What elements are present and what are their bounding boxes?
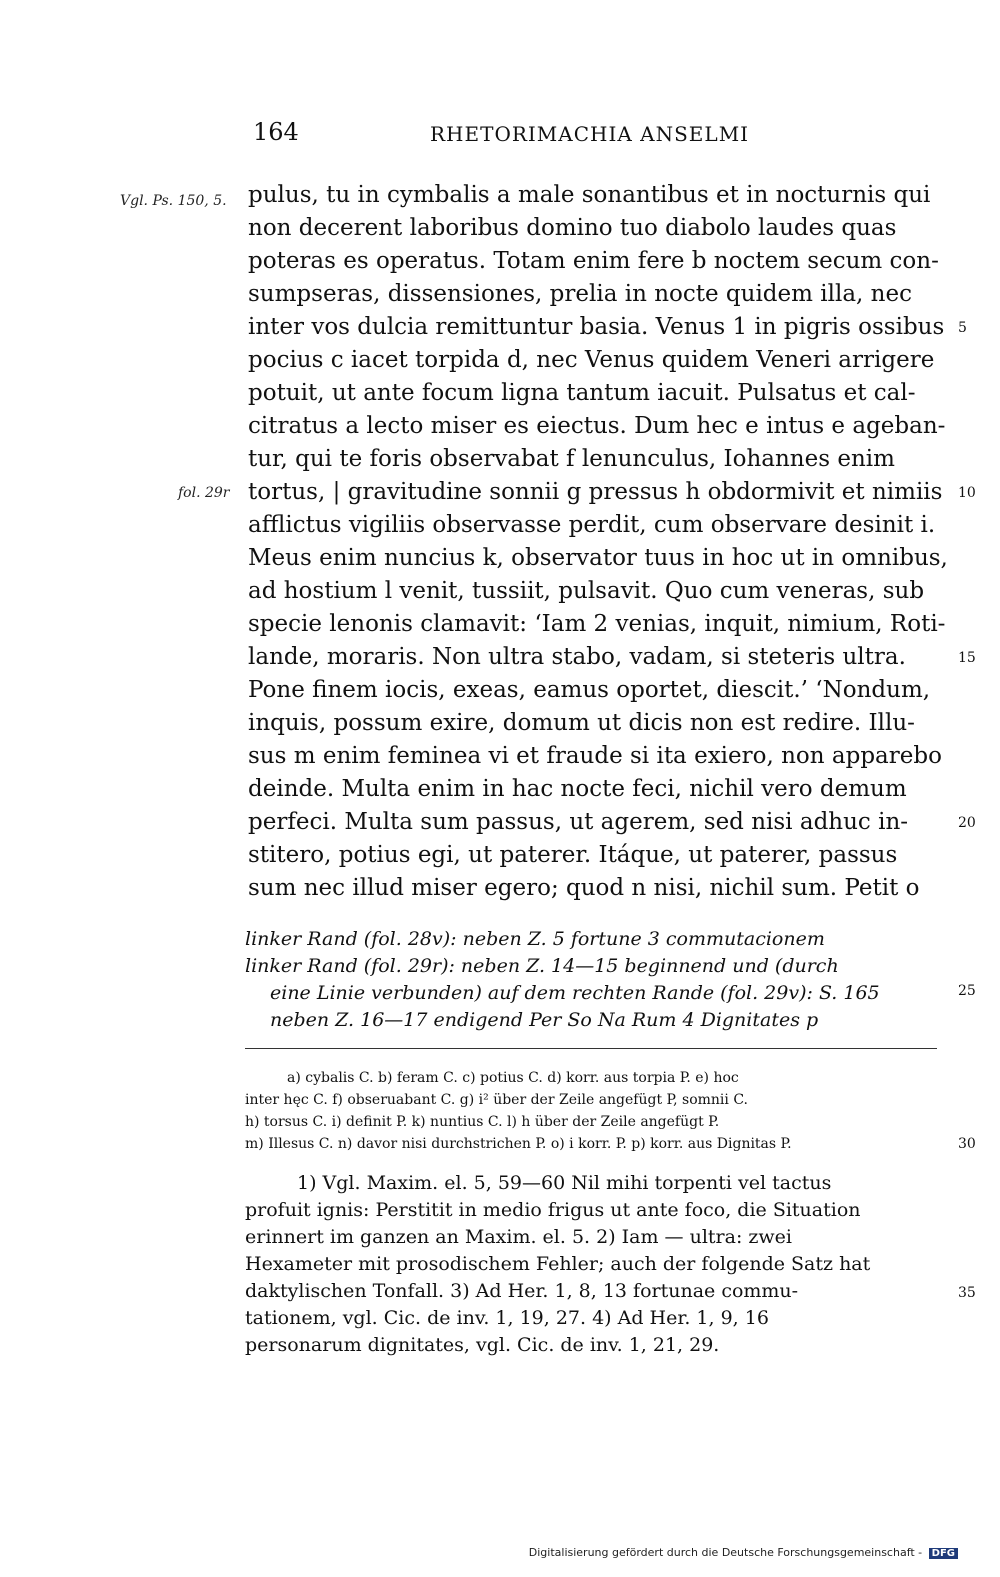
text-line: pulus, tu in cymbalis a male sonantibus et in nocturnis qui xyxy=(248,182,931,208)
text-line: sus m enim feminea vi et fraude si ita exiero, non apparebo xyxy=(248,743,942,769)
line-number: 20 xyxy=(958,815,976,831)
line-number: 5 xyxy=(958,320,967,336)
margin-note-folio: fol. 29r xyxy=(178,485,230,501)
variant-line: h) torsus C. i) definit P. k) nuntius C. l) h über der Zeile angefügt P. xyxy=(245,1114,720,1130)
credit-text: Digitalisierung gefördert durch die Deutsche Forschungsgemeinschaft - xyxy=(528,1546,923,1559)
dfg-logo-icon: DFG xyxy=(929,1548,958,1559)
text-line: deinde. Multa enim in hac nocte feci, nichil vero demum xyxy=(248,776,907,802)
text-line: citratus a lecto miser es eiectus. Dum hec e intus e ageban- xyxy=(248,413,946,439)
text-line: perfeci. Multa sum passus, ut agerem, sed nisi adhuc in- xyxy=(248,809,909,835)
line-number: 15 xyxy=(958,650,976,666)
apparatus-line: linker Rand (fol. 28v): neben Z. 5 fortune 3 commutacionem xyxy=(245,928,825,950)
text-line: sum nec illud miser egero; quod n nisi, nichil sum. Petit o xyxy=(248,875,920,901)
text-line: sumpseras, dissensiones, prelia in nocte quidem illa, nec xyxy=(248,281,912,307)
text-line: ad hostium l venit, tussiit, pulsavit. Quo cum veneras, sub xyxy=(248,578,925,604)
footnote-line: 1) Vgl. Maxim. el. 5, 59—60 Nil mihi torpenti vel tactus xyxy=(297,1172,832,1194)
footnote-line: Hexameter mit prosodischem Fehler; auch der folgende Satz hat xyxy=(245,1253,871,1275)
text-line: tur, qui te foris observabat f lenunculus, Iohannes enim xyxy=(248,446,895,472)
variant-line: inter hęc C. f) obseruabant C. g) i² über der Zeile angefügt P, somnii C. xyxy=(245,1092,748,1108)
apparatus-line: eine Linie verbunden) auf dem rechten Rande (fol. 29v): S. 165 xyxy=(270,982,880,1004)
margin-note-psalm: Vgl. Ps. 150, 5. xyxy=(120,193,227,209)
text-line: inter vos dulcia remittuntur basia. Venus 1 in pigris ossibus xyxy=(248,314,945,340)
text-line: stitero, potius egi, ut paterer. Itáque, ut paterer, passus xyxy=(248,842,898,868)
line-number: 35 xyxy=(958,1285,976,1301)
line-number: 25 xyxy=(958,983,976,999)
section-divider xyxy=(245,1048,937,1049)
page-number: 164 xyxy=(253,118,299,146)
footnote-line: tationem, vgl. Cic. de inv. 1, 19, 27. 4) Ad Her. 1, 9, 16 xyxy=(245,1307,769,1329)
text-line: lande, moraris. Non ultra stabo, vadam, si steteris ultra. xyxy=(248,644,906,670)
footnote-line: personarum dignitates, vgl. Cic. de inv. 1, 21, 29. xyxy=(245,1334,720,1356)
text-line: poteras es operatus. Totam enim fere b noctem secum con- xyxy=(248,248,939,274)
variant-line: a) cybalis C. b) feram C. c) potius C. d) korr. aus torpia P. e) hoc xyxy=(287,1070,739,1086)
text-line: afflictus vigiliis observasse perdit, cum observare desinit i. xyxy=(248,512,936,538)
text-line: tortus, | gravitudine sonnii g pressus h obdormivit et nimiis xyxy=(248,479,943,505)
text-line: potuit, ut ante focum ligna tantum iacuit. Pulsatus et cal- xyxy=(248,380,916,406)
footnote-line: daktylischen Tonfall. 3) Ad Her. 1, 8, 13 fortunae commu- xyxy=(245,1280,799,1302)
running-title: RHETORIMACHIA ANSELMI xyxy=(430,122,750,146)
text-line: non decerent laboribus domino tuo diabolo laudes quas xyxy=(248,215,897,241)
variant-line: m) Illesus C. n) davor nisi durchstrichen P. o) i korr. P. p) korr. aus Dignitas P. xyxy=(245,1136,792,1152)
text-line: specie lenonis clamavit: ‘Iam 2 venias, inquit, nimium, Roti- xyxy=(248,611,946,637)
footnote-line: erinnert im ganzen an Maxim. el. 5. 2) Iam — ultra: zwei xyxy=(245,1226,792,1248)
apparatus-line: neben Z. 16—17 endigend Per So Na Rum 4 Dignitates p xyxy=(270,1009,819,1031)
line-number: 30 xyxy=(958,1136,976,1152)
text-line: inquis, possum exire, domum ut dicis non est redire. Illu- xyxy=(248,710,915,736)
text-line: Meus enim nuncius k, observator tuus in hoc ut in omnibus, xyxy=(248,545,948,571)
apparatus-line: linker Rand (fol. 29r): neben Z. 14—15 beginnend und (durch xyxy=(245,955,839,977)
footnote-line: profuit ignis: Perstitit in medio frigus ut ante foco, die Situation xyxy=(245,1199,861,1221)
text-line: Pone finem iocis, exeas, eamus oportet, diescit.’ ‘Nondum, xyxy=(248,677,931,703)
line-number: 10 xyxy=(958,485,976,501)
text-line: pocius c iacet torpida d, nec Venus quidem Veneri arrigere xyxy=(248,347,935,373)
digitization-credit xyxy=(529,1546,958,1559)
